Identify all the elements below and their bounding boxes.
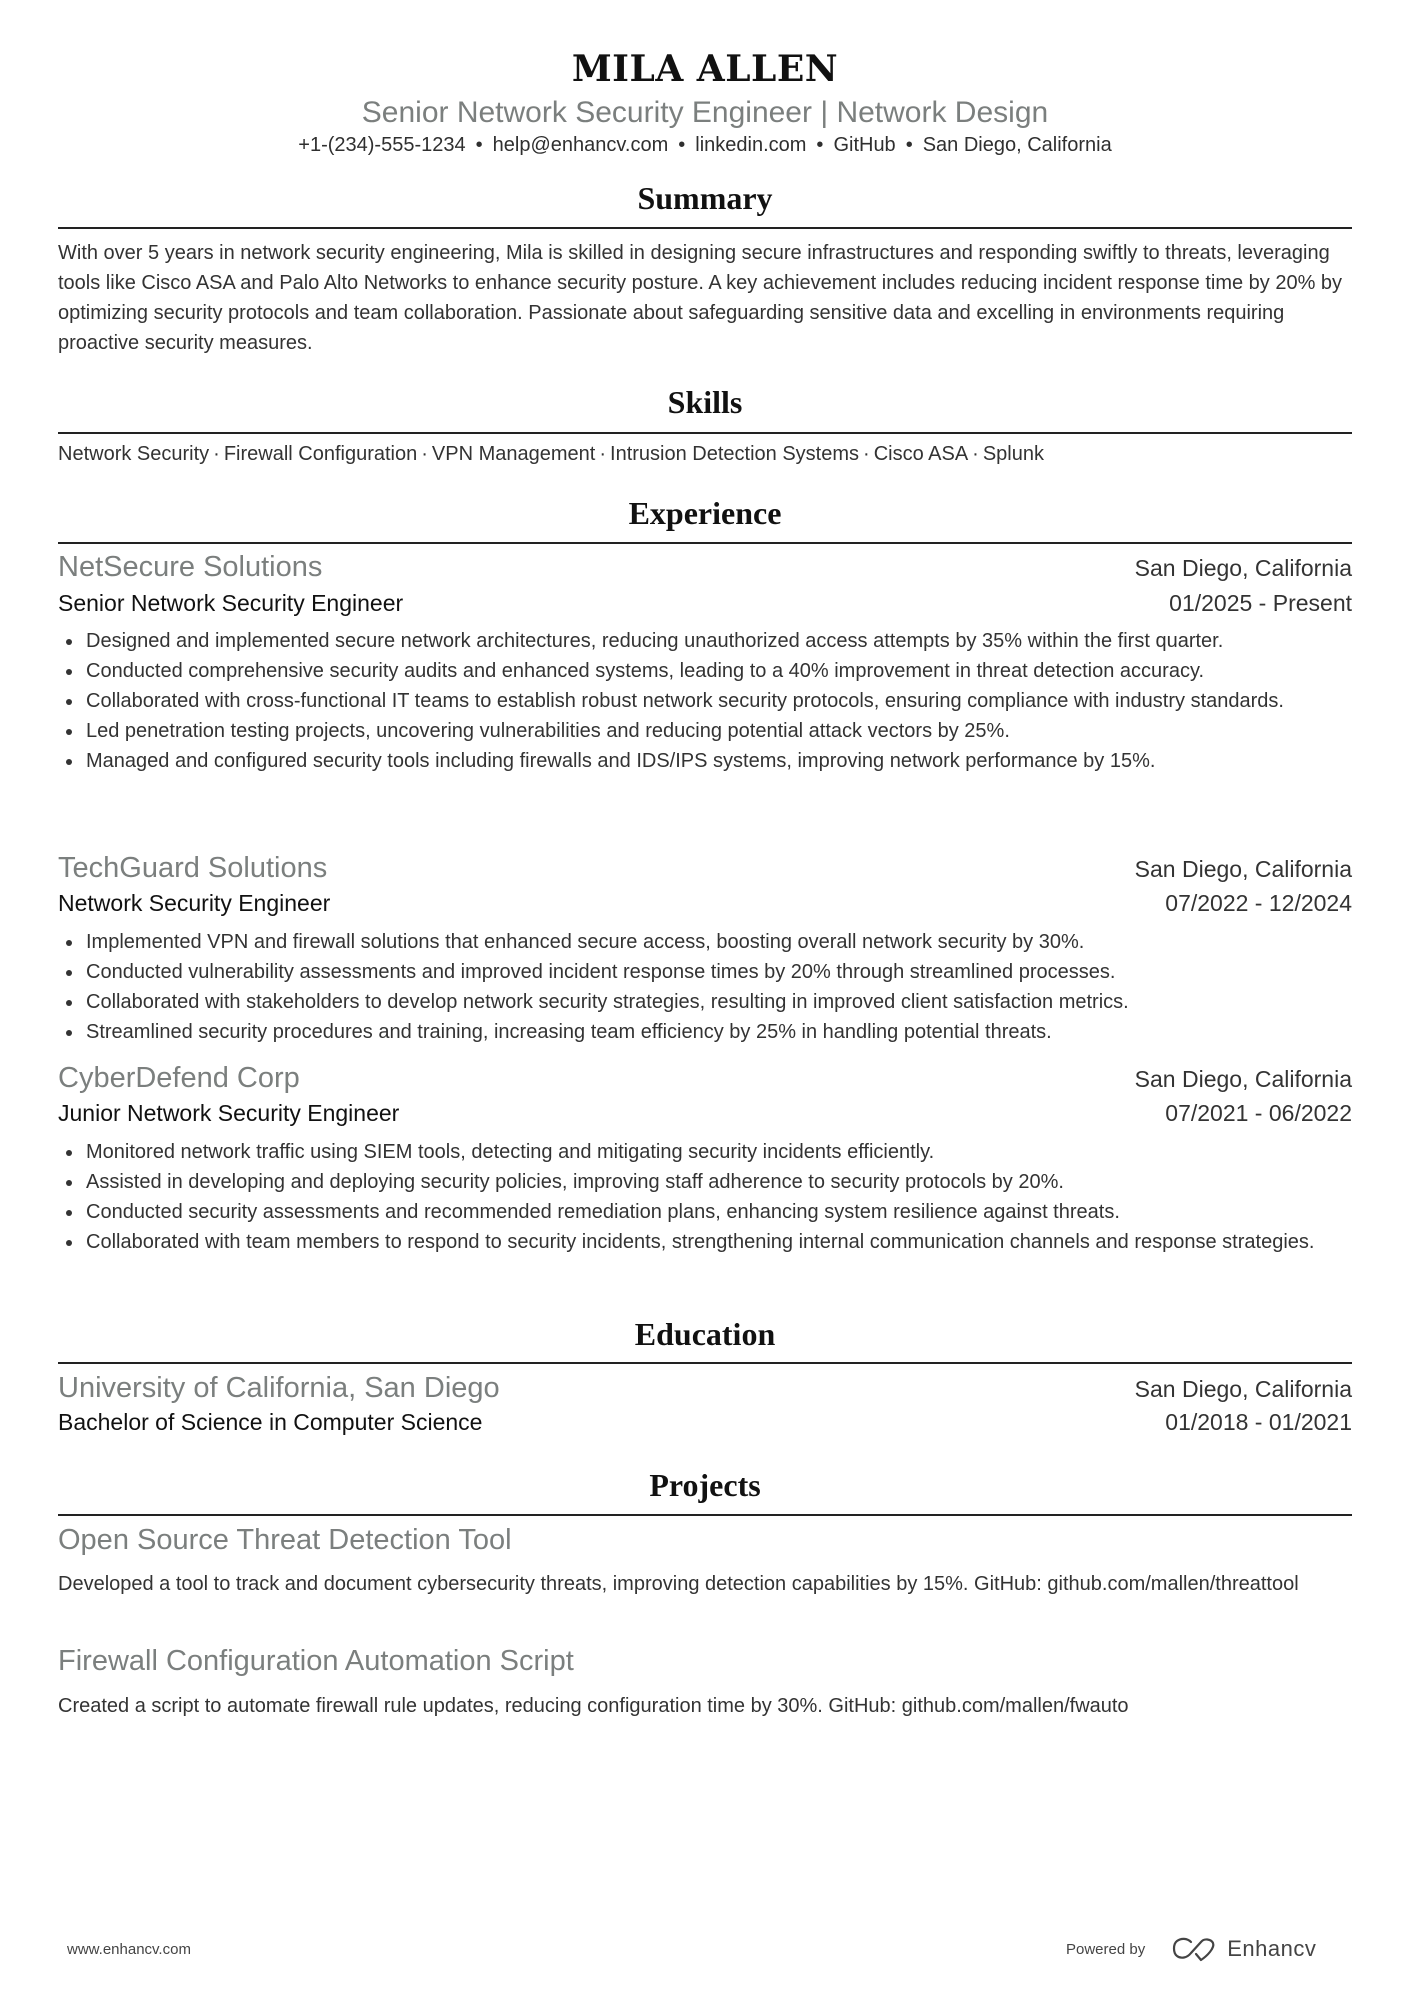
job-company: TechGuard Solutions <box>58 852 328 884</box>
job-role: Junior Network Security Engineer <box>58 1100 400 1126</box>
education-subheader <box>58 1409 1352 1436</box>
enhancv-logo-icon <box>1171 1936 1217 1962</box>
contact-linkedin[interactable]: linkedin.com <box>695 134 807 156</box>
footer-branding <box>1066 1936 1316 1962</box>
skill-item: Cisco ASA <box>873 443 969 465</box>
section-title-projects: Projects <box>649 1467 761 1503</box>
section-divider <box>58 1514 1352 1516</box>
separator-dot: • <box>816 134 824 156</box>
section-title-education: Education <box>634 1316 776 1352</box>
bullet-item: Collaborated with stakeholders to develop network security strategies, resulting in improved client satisfaction metrics. <box>58 987 1352 1017</box>
bullet-item: Collaborated with team members to respond to security incidents, strengthening internal communication channels and response strategies. <box>58 1227 1352 1257</box>
section-title-summary: Summary <box>637 180 773 216</box>
bullet-item: Implemented VPN and firewall solutions that enhanced secure access, boosting overall network security by 30%. <box>58 927 1352 957</box>
bullet-item: Collaborated with cross-functional IT teams to establish robust network security protocols, ensuring compliance with industry standards. <box>58 686 1352 716</box>
job-dates: 07/2021 - 06/2022 <box>1165 1100 1352 1126</box>
contact-github[interactable]: GitHub <box>833 134 896 156</box>
skill-item: Firewall Configuration <box>223 443 418 465</box>
bullet-item: Assisted in developing and deploying security policies, improving staff adherence to security protocols by 20%. <box>58 1167 1352 1197</box>
job-company: NetSecure Solutions <box>58 551 323 583</box>
bullet-item: Conducted security assessments and recommended remediation plans, enhancing system resilience against threats. <box>58 1197 1352 1227</box>
job-company: CyberDefend Corp <box>58 1062 300 1094</box>
footer-website[interactable]: www.enhancv.com <box>67 1941 191 1958</box>
separator-dot: • <box>678 134 686 156</box>
candidate-name: MILA ALLEN <box>571 48 839 90</box>
job-role: Senior Network Security Engineer <box>58 590 404 616</box>
job-bullets <box>58 626 1352 776</box>
bullet-item: Designed and implemented secure network architectures, reducing unauthorized access attempts by 35% within the first quarter. <box>58 626 1352 656</box>
job-location: San Diego, California <box>1134 555 1352 581</box>
section-divider <box>58 1362 1352 1364</box>
job-subheader <box>58 1100 1352 1127</box>
job-header <box>58 551 1352 584</box>
skill-item: VPN Management <box>431 443 596 465</box>
job-location: San Diego, California <box>1134 856 1352 882</box>
job-dates: 07/2022 - 12/2024 <box>1165 890 1352 916</box>
powered-by-label: Powered by <box>1066 1940 1146 1958</box>
summary-text: With over 5 years in network security engineering, Mila is skilled in designing secure infrastructures and responding swiftly to threats, leveraging tools like Cisco ASA and Palo Alto Networks to enhance security posture. A key achievement includes reducing incident response time by 20% by optimizing security protocols and team collaboration. Passionate about safeguarding sensitive data and excelling in environments requiring proactive security measures. <box>58 242 1343 354</box>
job-subheader <box>58 890 1352 917</box>
job-subheader <box>58 590 1352 617</box>
project-title: Firewall Configuration Automation Script <box>58 1645 574 1677</box>
education-location: San Diego, California <box>1134 1376 1352 1402</box>
bullet-item: Streamlined security procedures and training, increasing team efficiency by 25% in handling potential threats. <box>58 1017 1352 1047</box>
job-header <box>58 1062 1352 1095</box>
bullet-item: Led penetration testing projects, uncovering vulnerabilities and reducing potential attack vectors by 25%. <box>58 716 1352 746</box>
job-bullets <box>58 927 1352 1047</box>
skill-item: Splunk <box>982 443 1044 465</box>
bullet-item: Conducted vulnerability assessments and improved incident response times by 20% through streamlined processes. <box>58 957 1352 987</box>
enhancv-brand[interactable] <box>1171 1936 1316 1962</box>
education-degree: Bachelor of Science in Computer Science <box>58 1409 483 1435</box>
education-school: University of California, San Diego <box>58 1372 500 1404</box>
section-title-experience: Experience <box>628 495 782 531</box>
contact-location: San Diego, California <box>922 134 1112 156</box>
job-header <box>58 852 1352 885</box>
job-location: San Diego, California <box>1134 1066 1352 1092</box>
section-divider <box>58 432 1352 434</box>
separator-dot: • <box>475 134 483 156</box>
project-description: Developed a tool to track and document cybersecurity threats, improving detection capabilities by 15%. GitHub: github.com/mallen/threattool <box>58 1573 1299 1595</box>
job-dates: 01/2025 - Present <box>1169 590 1352 616</box>
bullet-item: Monitored network traffic using SIEM tools, detecting and mitigating security incidents efficiently. <box>58 1137 1352 1167</box>
contact-email[interactable]: help@enhancv.com <box>492 134 669 156</box>
skill-item: Intrusion Detection Systems <box>610 443 860 465</box>
section-divider <box>58 227 1352 229</box>
education-dates: 01/2018 - 01/2021 <box>1165 1409 1352 1435</box>
education-header <box>58 1372 1352 1405</box>
project-description: Created a script to automate firewall rule updates, reducing configuration time by 30%. GitHub: github.com/mallen/fwauto <box>58 1695 1129 1717</box>
section-divider <box>58 542 1352 544</box>
contact-line <box>58 134 1352 157</box>
job-bullets <box>58 1137 1352 1257</box>
candidate-headline: Senior Network Security Engineer | Network Design <box>361 96 1049 129</box>
bullet-item: Managed and configured security tools including firewalls and IDS/IPS systems, improving network performance by 15%. <box>58 746 1352 776</box>
enhancv-wordmark: Enhancv <box>1227 1936 1317 1961</box>
skill-item: Network Security <box>58 443 210 465</box>
bullet-item: Conducted comprehensive security audits and enhanced systems, leading to a 40% improvement in threat detection accuracy. <box>58 656 1352 686</box>
job-role: Network Security Engineer <box>58 890 331 916</box>
skills-list: Network Security · Firewall Configuration · VPN Management · Intrusion Detection Systems · Cisco ASA · Splunk <box>58 443 1044 465</box>
section-title-skills: Skills <box>667 384 743 420</box>
project-title: Open Source Threat Detection Tool <box>58 1524 512 1556</box>
contact-phone: +1-(234)-555-1234 <box>298 134 466 156</box>
separator-dot: • <box>905 134 913 156</box>
